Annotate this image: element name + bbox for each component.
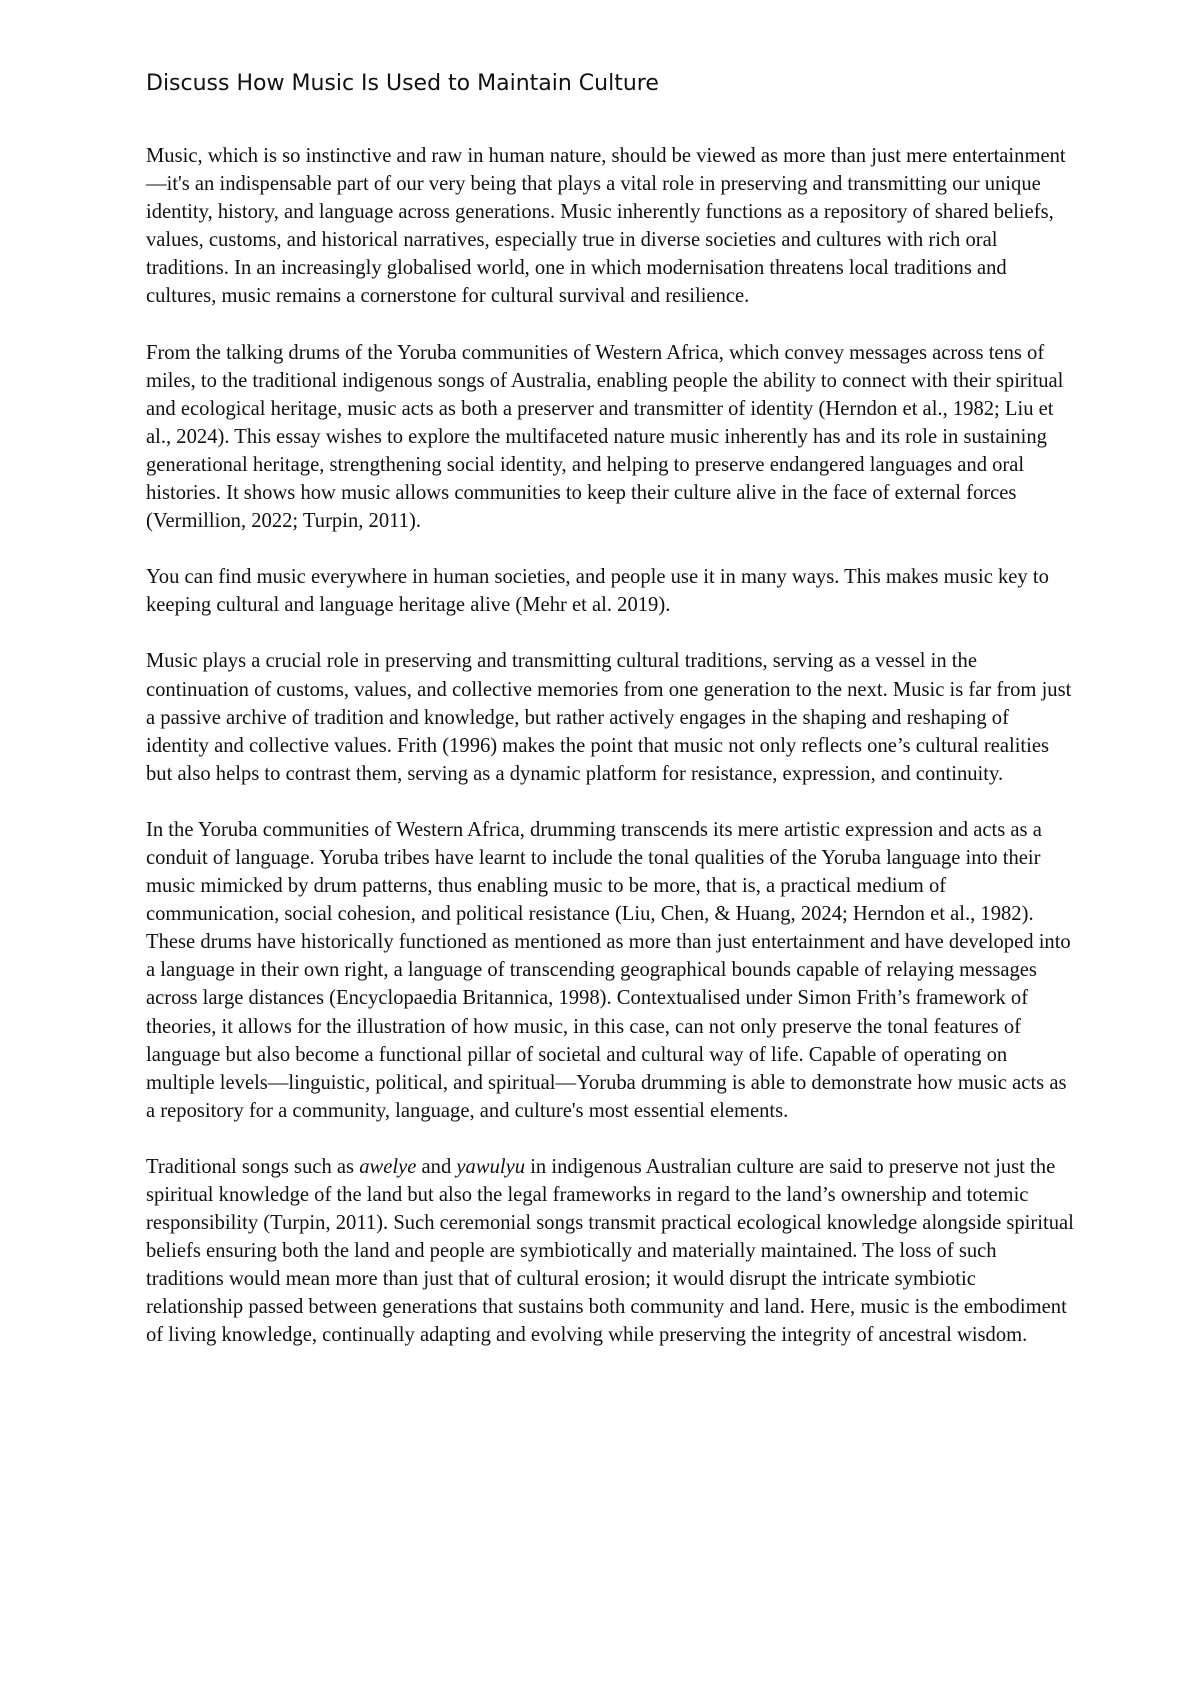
paragraph-music-universality: You can find music everywhere in human societies, and people use it in many ways. This makes music key to keeping cultural and language heritage alive (Mehr et al. 2019).: [146, 566, 1049, 617]
document-title: Discuss How Music Is Used to Maintain Culture: [146, 71, 659, 96]
paragraph-rest-text: in indigenous Australian culture are said to preserve not just the spiritual knowledge of the land but also the legal frameworks in regard to the land’s ownership and totemic responsibility (Turpin, 2011). Such ceremonial songs transmit practical ecological knowledge alongside spiritual beliefs ensuring both the land and people are symbiotically and materially maintained. The loss of such traditions would mean more than just that of cultural erosion; it would disrupt the intricate symbiotic relationship passed between generations that sustains both community and land. Here, music is the embodiment of living knowledge, continually adapting and evolving while preserving the integrity of ancestral wisdom.: [146, 1155, 1074, 1347]
document-body: [146, 70, 1074, 1378]
term-awelye: awelye: [359, 1155, 417, 1178]
term-yawulyu: yawulyu: [456, 1155, 526, 1178]
paragraph-cultural-traditions: Music plays a crucial role in preserving and transmitting cultural traditions, serving as a vessel in the continuation of customs, values, and collective memories from one generation to the next. Music is far from just a passive archive of tradition and knowledge, but rather actively engages in the shaping and reshaping of identity and collective values. Frith (1996) makes the point that music not only reflects one’s cultural realities but also helps to contrast them, serving as a dynamic platform for resistance, expression, and continuity.: [146, 650, 1072, 785]
paragraph-essay-overview: From the talking drums of the Yoruba communities of Western Africa, which convey messages across tens of miles, to the traditional indigenous songs of Australia, enabling people the ability to connect with their spiritual and ecological heritage, music acts as both a preserver and transmitter of identity (Herndon et al., 1982; Liu et al., 2024). This essay wishes to explore the multifaceted nature music inherently has and its role in sustaining generational heritage, strengthening social identity, and helping to preserve endangered languages and oral histories. It shows how music allows communities to keep their culture alive in the face of external forces (Vermillion, 2022; Turpin, 2011).: [146, 341, 1064, 533]
paragraph-lead-text: Traditional songs such as: [146, 1155, 360, 1178]
paragraph-australian-songs: [146, 1153, 1074, 1350]
paragraph-yoruba-drumming: In the Yoruba communities of Western Africa, drumming transcends its mere artistic expression and acts as a conduit of language. Yoruba tribes have learnt to include the tonal qualities of the Yoruba language into their music mimicked by drum patterns, thus enabling music to be more, that is, a practical medium of communication, social cohesion, and political resistance (Liu, Chen, & Huang, 2024; Herndon et al., 1982). These drums have historically functioned as mentioned as more than just entertainment and have developed into a language in their own right, a language of transcending geographical bounds capable of relaying messages across large distances (Encyclopaedia Britannica, 1998). Contextualised under Simon Frith’s framework of theories, it allows for the illustration of how music, in this case, can not only preserve the tonal features of language but also become a functional pillar of societal and cultural way of life. Capable of operating on multiple levels—linguistic, political, and spiritual—Yoruba drumming is able to demonstrate how music acts as a repository for a community, language, and culture's most essential elements.: [146, 818, 1071, 1122]
paragraph-joiner-text: and: [416, 1155, 457, 1178]
paragraph-intro: Music, which is so instinctive and raw in human nature, should be viewed as more than just mere entertainment—it's an indispensable part of our very being that plays a vital role in preserving and transmitting our unique identity, history, and language across generations. Music inherently functions as a repository of shared beliefs, values, customs, and historical narratives, especially true in diverse societies and cultures with rich oral traditions. In an increasingly globalised world, one in which modernisation threatens local traditions and cultures, music remains a cornerstone for cultural survival and resilience.: [146, 145, 1066, 308]
